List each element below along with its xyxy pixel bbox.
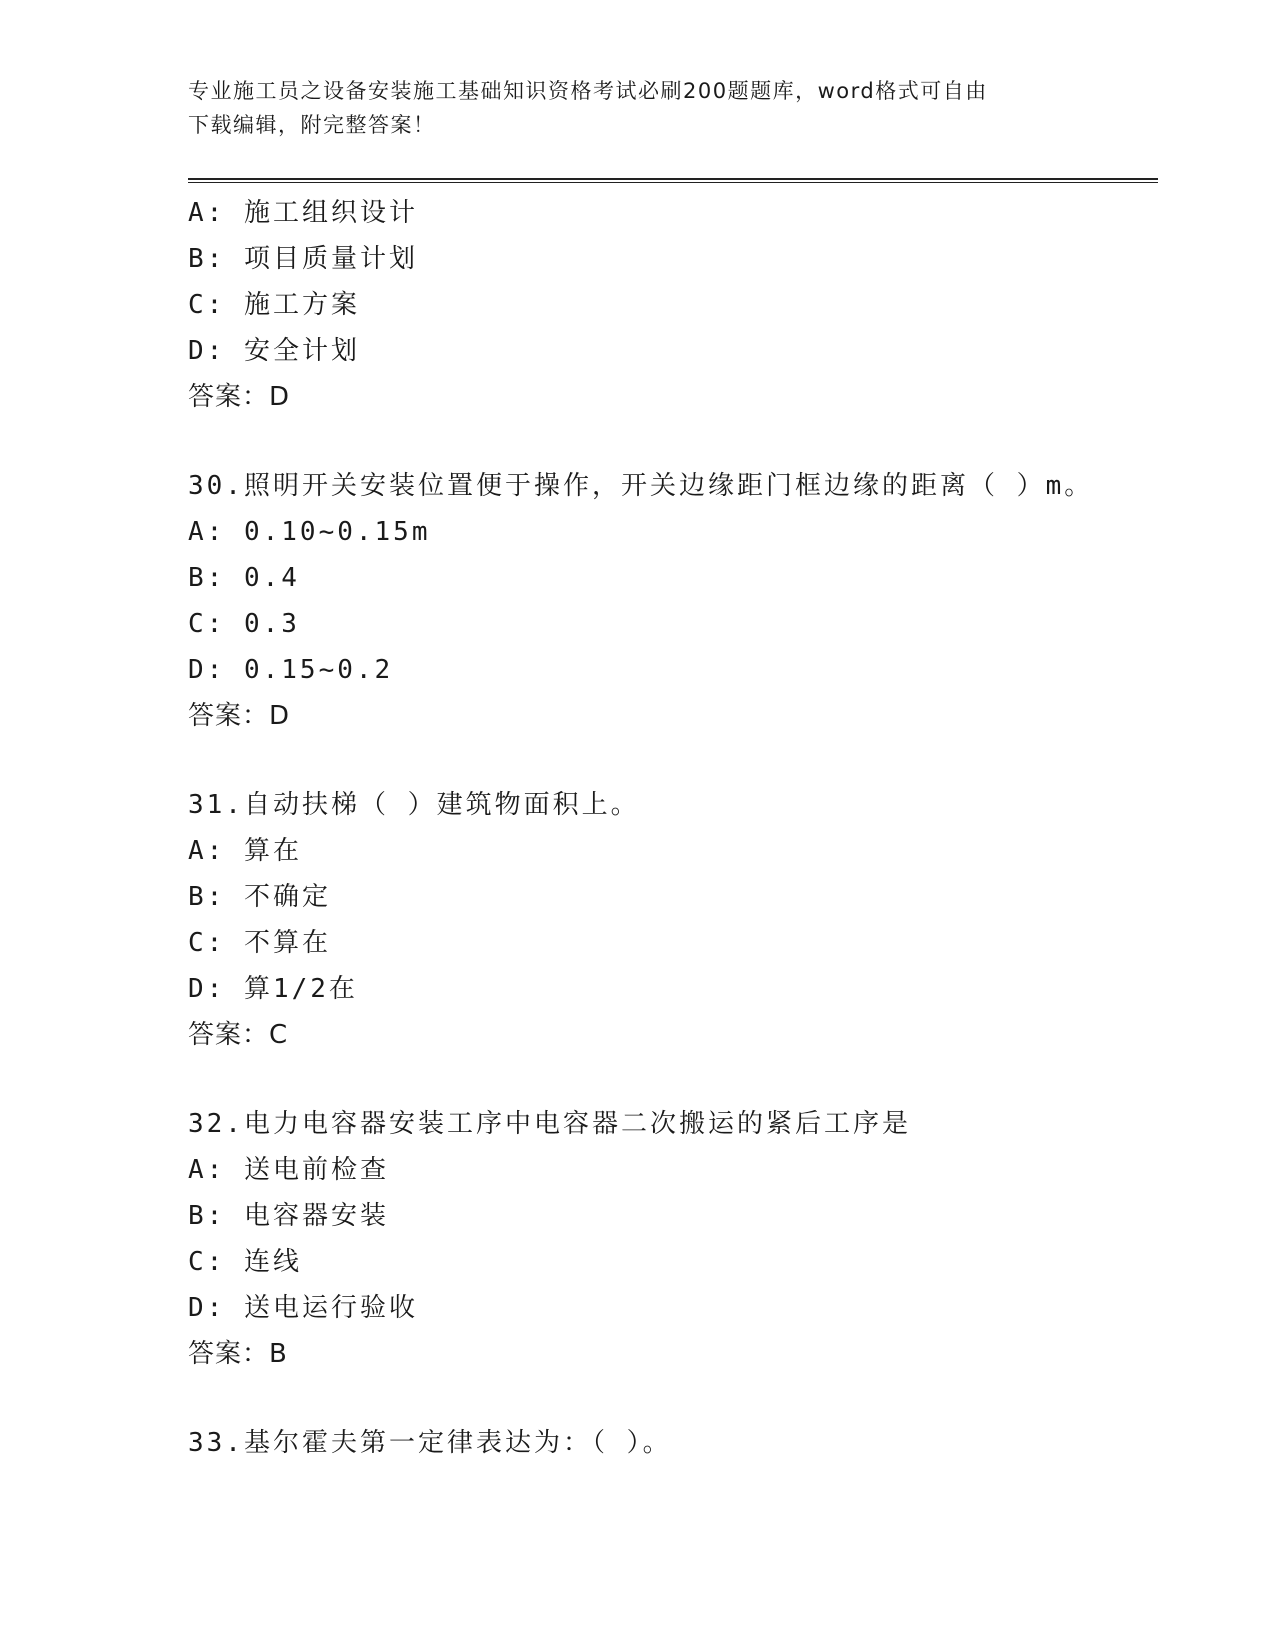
option-d: D: 0.15~0.2 <box>188 655 394 685</box>
option-b: B: 不确定 <box>188 882 331 912</box>
answer-line: 答案：D <box>188 701 291 731</box>
question-block-30 <box>188 463 1148 739</box>
answer-line: 答案：B <box>188 1339 288 1369</box>
option-a: A: 算在 <box>188 836 302 866</box>
option-c: C: 0.3 <box>188 609 300 639</box>
option-d: D: 安全计划 <box>188 336 360 366</box>
question-list <box>188 190 1148 1466</box>
answer-line: 答案：D <box>188 382 291 412</box>
option-a: A: 送电前检查 <box>188 1155 389 1185</box>
option-c: C: 连线 <box>188 1247 302 1277</box>
option-d: D: 算1/2在 <box>188 974 358 1004</box>
spacer <box>188 1058 1148 1101</box>
question-text: 30.照明开关安装位置便于操作，开关边缘距门框边缘的距离（ ）m。 <box>188 471 1094 501</box>
document-header <box>188 74 1088 142</box>
option-a: A: 施工组织设计 <box>188 198 418 228</box>
spacer <box>188 739 1148 782</box>
header-line-1: 专业施工员之设备安装施工基础知识资格考试必刷200题题库，word格式可自由 <box>188 79 988 103</box>
header-line-2: 下载编辑，附完整答案！ <box>188 113 436 137</box>
option-c: C: 不算在 <box>188 928 331 958</box>
question-text: 31.自动扶梯（ ）建筑物面积上。 <box>188 790 640 820</box>
header-divider <box>188 178 1158 183</box>
answer-line: 答案：C <box>188 1020 289 1050</box>
option-c: C: 施工方案 <box>188 290 360 320</box>
question-text: 32.电力电容器安装工序中电容器二次搬运的紧后工序是 <box>188 1109 911 1139</box>
question-text: 33.基尔霍夫第一定律表达为：（ ）。 <box>188 1428 672 1458</box>
question-block-29-partial <box>188 190 1148 420</box>
option-b: B: 0.4 <box>188 563 300 593</box>
spacer <box>188 420 1148 463</box>
option-b: B: 项目质量计划 <box>188 244 418 274</box>
option-d: D: 送电运行验收 <box>188 1293 418 1323</box>
option-b: B: 电容器安装 <box>188 1201 389 1231</box>
option-a: A: 0.10~0.15m <box>188 517 431 547</box>
question-block-31 <box>188 782 1148 1058</box>
question-block-32 <box>188 1101 1148 1377</box>
spacer <box>188 1377 1148 1420</box>
question-block-33 <box>188 1420 1148 1466</box>
